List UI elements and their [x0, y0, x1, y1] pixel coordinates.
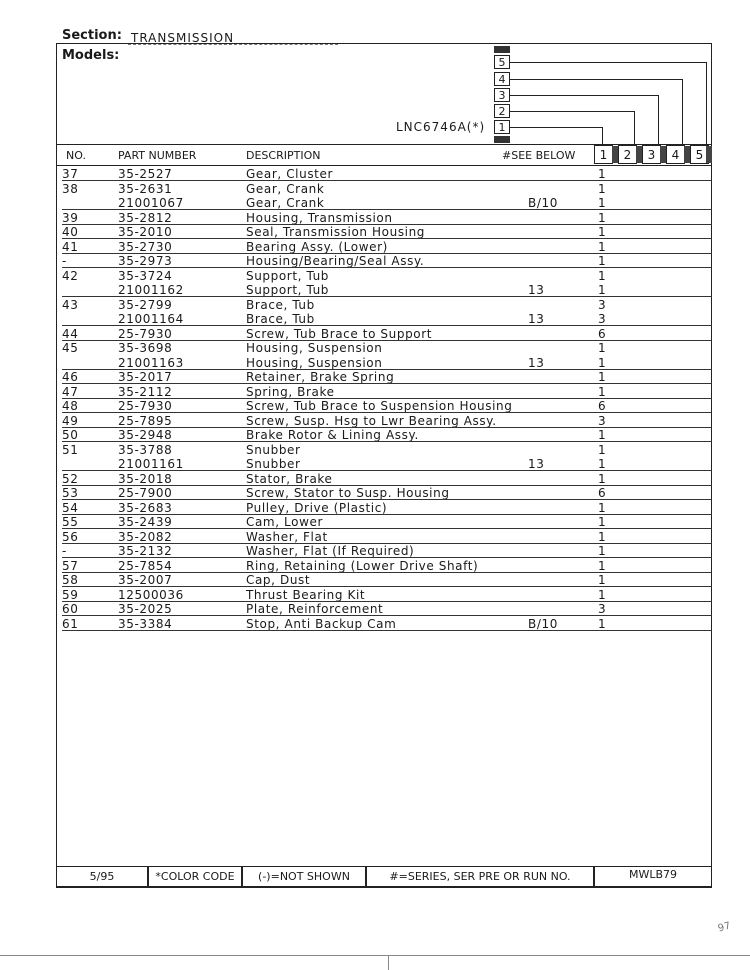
item-number: 41: [62, 239, 79, 254]
part-number: 35-2799: [118, 297, 173, 312]
scan-edge-line: [0, 955, 750, 956]
item-number: 49: [62, 413, 79, 428]
item-number: 61: [62, 616, 79, 631]
quantity: 1: [598, 167, 607, 181]
item-number: 39: [62, 210, 79, 225]
table-row: [62, 356, 712, 370]
description: Snubber: [246, 457, 301, 471]
description: Housing/Bearing/Seal Assy.: [246, 254, 425, 268]
table-row: [62, 588, 712, 602]
part-number: 35-2973: [118, 254, 173, 268]
item-number: 50: [62, 428, 79, 442]
table-row: [62, 457, 712, 471]
description: Washer, Flat (If Required): [246, 544, 415, 558]
column-box-1: 1: [594, 145, 613, 164]
table-row: [62, 399, 712, 413]
table-row: [62, 414, 712, 428]
part-number: 25-7930: [118, 399, 173, 413]
table-row: [62, 443, 712, 457]
description: Screw, Stator to Susp. Housing: [246, 486, 450, 500]
item-number: 43: [62, 297, 79, 312]
quantity: 6: [598, 486, 607, 500]
header-bottom-rule: [56, 165, 712, 166]
quantity: 1: [598, 370, 607, 384]
description: Washer, Flat: [246, 529, 328, 544]
footer-series-note: #=SERIES, SER PRE OR RUN NO.: [366, 866, 594, 888]
part-number: 21001161: [118, 457, 184, 471]
part-number: 35-3788: [118, 442, 173, 457]
quantity: 3: [598, 413, 607, 428]
part-number: 25-7900: [118, 486, 173, 500]
part-number: 35-2025: [118, 602, 173, 616]
quantity: 1: [598, 196, 607, 210]
series-note: 13: [528, 355, 545, 370]
part-number: 35-2018: [118, 471, 173, 486]
table-row: [62, 486, 712, 500]
description: Bearing Assy. (Lower): [246, 239, 388, 254]
quantity: 1: [598, 210, 607, 225]
quantity: 1: [598, 515, 607, 529]
series-note: 13: [528, 283, 545, 297]
table-row: [62, 515, 712, 529]
connector-3-drop: [658, 95, 659, 146]
model-box-1: 1: [494, 120, 510, 134]
description: Ring, Retaining (Lower Drive Shaft): [246, 558, 479, 573]
table-row: [62, 544, 712, 558]
part-number: 35-2017: [118, 370, 173, 384]
table-row: [62, 225, 712, 239]
quantity: 6: [598, 326, 607, 341]
quantity: 1: [598, 239, 607, 254]
item-number: 47: [62, 384, 79, 399]
quantity: 1: [598, 442, 607, 457]
series-note: B/10: [528, 196, 558, 210]
description: Gear, Cluster: [246, 167, 333, 181]
item-number: -: [62, 544, 67, 558]
description: Snubber: [246, 442, 301, 457]
description: Brace, Tub: [246, 297, 315, 312]
model-name: LNC6746A(*): [396, 120, 486, 134]
footer-not-shown: (-)=NOT SHOWN: [242, 866, 366, 888]
part-number: 35-2730: [118, 239, 173, 254]
description: Thrust Bearing Kit: [246, 587, 366, 602]
table-row: [62, 501, 712, 515]
section-label: Section:: [62, 28, 122, 43]
item-number: 46: [62, 370, 79, 384]
series-note: 13: [528, 312, 545, 326]
model-box-3: 3: [494, 88, 510, 102]
part-number: 35-3698: [118, 341, 173, 355]
footer-color-code: *COLOR CODE: [148, 866, 242, 888]
column-box-2: 2: [618, 145, 637, 164]
model-box-4: 4: [494, 72, 510, 86]
part-number: 25-7854: [118, 558, 173, 573]
row-rule: [62, 630, 712, 631]
models-label: Models:: [62, 48, 120, 63]
table-row: [62, 240, 712, 254]
quantity: 3: [598, 602, 607, 616]
col-header-part-number: PART NUMBER: [118, 149, 197, 162]
description: Housing, Suspension: [246, 341, 383, 355]
model-box-5: 5: [494, 55, 510, 69]
table-row: [62, 559, 712, 573]
model-box-marker-top: [494, 46, 510, 53]
description: Housing, Transmission: [246, 210, 393, 225]
item-number: 53: [62, 486, 79, 500]
description: Spring, Brake: [246, 384, 335, 399]
item-number: 56: [62, 529, 79, 544]
table-row: [62, 167, 712, 181]
item-number: 40: [62, 225, 79, 239]
quantity: 1: [598, 341, 607, 355]
connector-5: [510, 62, 706, 63]
description: Retainer, Brake Spring: [246, 370, 395, 384]
part-number: 21001162: [118, 283, 184, 297]
table-row: [62, 530, 712, 544]
table-row: [62, 385, 712, 399]
header-top-rule: [56, 144, 712, 145]
table-row: [62, 573, 712, 587]
table-row: [62, 472, 712, 486]
item-number: 57: [62, 558, 79, 573]
part-number: 35-2812: [118, 210, 173, 225]
part-number: 35-2082: [118, 529, 173, 544]
description: Support, Tub: [246, 283, 329, 297]
part-number: 35-2948: [118, 428, 173, 442]
margin-mark: 97: [716, 920, 732, 935]
column-box-3: 3: [642, 145, 661, 164]
connector-2-drop: [634, 111, 635, 146]
description: Cam, Lower: [246, 515, 323, 529]
footer-date: 5/95: [56, 866, 148, 888]
description: Housing, Suspension: [246, 355, 383, 370]
part-number: 25-7930: [118, 326, 173, 341]
table-row: [62, 254, 712, 268]
description: Plate, Reinforcement: [246, 602, 384, 616]
description: Pulley, Drive (Plastic): [246, 500, 388, 515]
connector-3: [510, 95, 658, 96]
table-row: [62, 617, 712, 631]
table-row: [62, 283, 712, 297]
description: Brace, Tub: [246, 312, 315, 326]
table-row: [62, 312, 712, 326]
part-number: 35-3724: [118, 268, 173, 283]
part-number: 12500036: [118, 587, 184, 602]
quantity: 1: [598, 544, 607, 558]
quantity: 1: [598, 428, 607, 442]
item-number: 54: [62, 500, 79, 515]
connector-1: [510, 127, 602, 128]
model-box-2: 2: [494, 104, 510, 118]
item-number: 37: [62, 167, 79, 181]
column-box-4: 4: [666, 145, 685, 164]
series-note: B/10: [528, 616, 558, 631]
description: Stop, Anti Backup Cam: [246, 616, 397, 631]
item-number: 58: [62, 573, 79, 587]
quantity: 3: [598, 312, 607, 326]
part-number: 35-2112: [118, 384, 173, 399]
table-row: [62, 341, 712, 355]
part-number: 35-3384: [118, 616, 173, 631]
item-number: 38: [62, 181, 79, 196]
item-number: -: [62, 254, 67, 268]
part-number: 25-7895: [118, 413, 173, 428]
part-number: 35-2007: [118, 573, 173, 587]
quantity: 1: [598, 355, 607, 370]
table-row: [62, 196, 712, 210]
model-box-marker-bottom: [494, 136, 510, 143]
part-number: 35-2132: [118, 544, 173, 558]
connector-5-drop: [706, 62, 707, 146]
col-header-see-below: #SEE BELOW: [502, 149, 576, 162]
quantity: 1: [598, 558, 607, 573]
quantity: 1: [598, 457, 607, 471]
connector-4: [510, 79, 682, 80]
section-value: TRANSMISSION: [131, 31, 235, 45]
connector-4-drop: [682, 79, 683, 146]
item-number: 55: [62, 515, 79, 529]
quantity: 6: [598, 399, 607, 413]
quantity: 1: [598, 616, 607, 631]
quantity: 3: [598, 297, 607, 312]
part-number: 35-2631: [118, 181, 173, 196]
quantity: 1: [598, 181, 607, 196]
description: Screw, Susp. Hsg to Lwr Bearing Assy.: [246, 413, 497, 428]
column-box-5: 5: [690, 145, 709, 164]
description: Brake Rotor & Lining Assy.: [246, 428, 419, 442]
description: Stator, Brake: [246, 471, 333, 486]
table-row: [62, 211, 712, 225]
quantity: 1: [598, 268, 607, 283]
col-header-description: DESCRIPTION: [246, 149, 321, 162]
quantity: 1: [598, 384, 607, 399]
part-number: 35-2439: [118, 515, 173, 529]
column-chip-5: [706, 146, 712, 163]
part-number: 35-2683: [118, 500, 173, 515]
table-row: [62, 269, 712, 283]
table-row: [62, 327, 712, 341]
quantity: 1: [598, 254, 607, 268]
description: Seal, Transmission Housing: [246, 225, 426, 239]
quantity: 1: [598, 587, 607, 602]
description: Support, Tub: [246, 268, 329, 283]
item-number: 51: [62, 442, 79, 457]
item-number: 60: [62, 602, 79, 616]
table-row: [62, 298, 712, 312]
description: Screw, Tub Brace to Suspension Housing: [246, 399, 513, 413]
description: Cap, Dust: [246, 573, 311, 587]
table-row: [62, 428, 712, 442]
quantity: 1: [598, 225, 607, 239]
part-number: 35-2010: [118, 225, 173, 239]
part-number: 21001163: [118, 355, 184, 370]
item-number: 59: [62, 587, 79, 602]
item-number: 45: [62, 341, 79, 355]
description: Screw, Tub Brace to Support: [246, 326, 433, 341]
col-header-no: NO.: [66, 149, 86, 162]
scan-edge-tick: [388, 956, 389, 970]
part-number: 21001067: [118, 196, 184, 210]
table-row: [62, 602, 712, 616]
item-number: 52: [62, 471, 79, 486]
description: Gear, Crank: [246, 181, 325, 196]
series-note: 13: [528, 457, 545, 471]
table-row: [62, 370, 712, 384]
description: Gear, Crank: [246, 196, 325, 210]
quantity: 1: [598, 471, 607, 486]
item-number: 44: [62, 326, 79, 341]
quantity: 1: [598, 529, 607, 544]
footer-doc-code: MWLB79: [594, 866, 712, 888]
quantity: 1: [598, 573, 607, 587]
part-number: 35-2527: [118, 167, 173, 181]
item-number: 42: [62, 268, 79, 283]
part-number: 21001164: [118, 312, 184, 326]
quantity: 1: [598, 500, 607, 515]
table-row: [62, 182, 712, 196]
item-number: 48: [62, 399, 79, 413]
quantity: 1: [598, 283, 607, 297]
connector-2: [510, 111, 634, 112]
